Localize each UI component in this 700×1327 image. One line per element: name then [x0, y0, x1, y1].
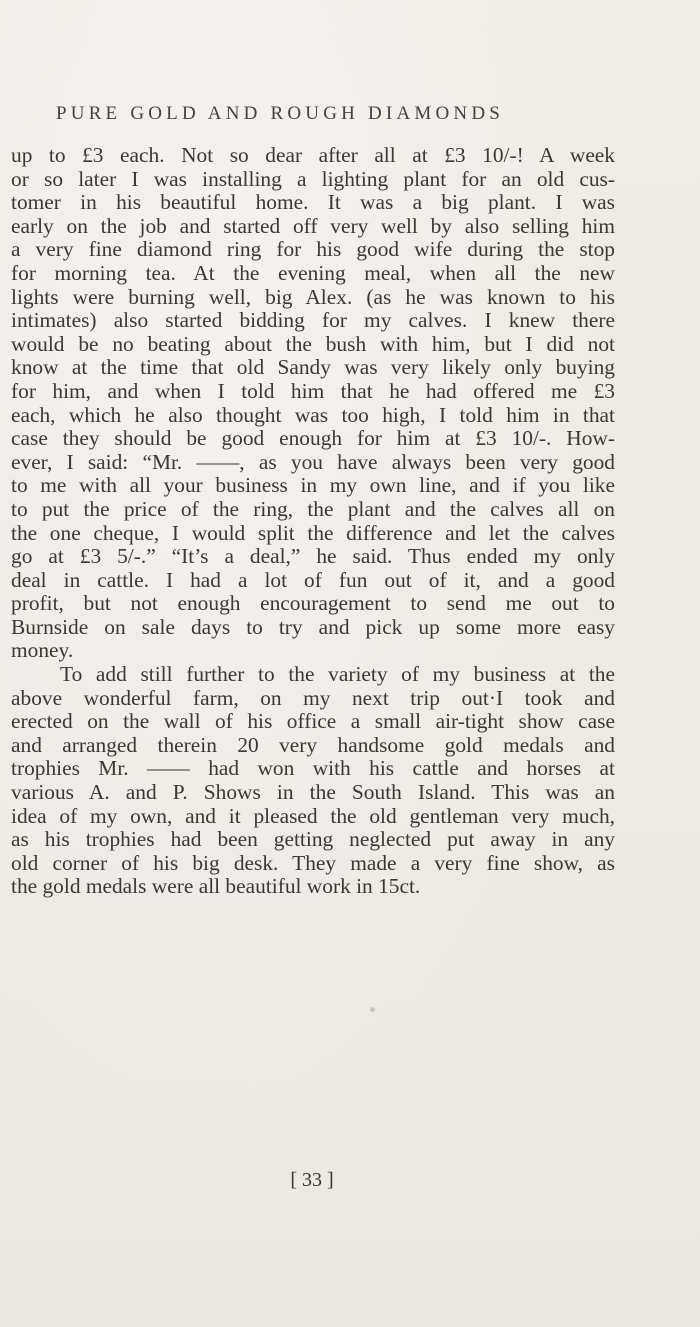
text-line: or so later I was installing a lighting plant for an old cus- — [11, 167, 615, 191]
text-line: idea of my own, and it pleased the old gentleman very much, — [11, 804, 615, 828]
page-number: [ 33 ] — [290, 1169, 334, 1191]
text-line: early on the job and started off very well by also selling him — [11, 214, 615, 238]
text-line: the gold medals were all beautiful work in 15ct. — [11, 875, 421, 899]
text-line: To add still further to the variety of my business at the — [60, 663, 615, 687]
text-line: tomer in his beautiful home. It was a big plant. I was — [11, 191, 615, 215]
text-line: old corner of his big desk. They made a very fine show, as — [11, 851, 615, 875]
paragraph-1 — [11, 144, 615, 663]
text-line: case they should be good enough for him at £3 10/-. How- — [11, 427, 615, 451]
text-line: for morning tea. At the evening meal, when all the new — [11, 261, 615, 285]
text-line: profit, but not enough encouragement to send me out to — [11, 592, 615, 616]
text-line: money. — [11, 639, 74, 663]
text-line: above wonderful farm, on my next trip out·I took and — [11, 686, 615, 710]
text-line: various A. and P. Shows in the South Island. This was an — [11, 781, 615, 805]
running-head: PURE GOLD AND ROUGH DIAMONDS — [56, 103, 505, 124]
text-line: and arranged therein 20 very handsome gold medals and — [11, 733, 615, 757]
text-line: to put the price of the ring, the plant and the calves all on — [11, 497, 615, 521]
text-line: deal in cattle. I had a lot of fun out of it, and a good — [11, 568, 615, 592]
text-line: each, which he also thought was too high, I told him in that — [11, 403, 615, 427]
paragraph-2 — [11, 663, 615, 899]
text-line: up to £3 each. Not so dear after all at £3 10/-! A week — [11, 144, 615, 167]
text-line: would be no beating about the bush with him, but I did not — [11, 332, 615, 356]
text-line: ever, I said: “Mr. ——, as you have always been very good — [11, 450, 615, 474]
text-line: to me with all your business in my own line, and if you like — [11, 474, 615, 498]
text-line: erected on the wall of his office a small air-tight show case — [11, 710, 615, 734]
text-line: Burnside on sale days to try and pick up some more easy — [11, 615, 615, 639]
body-text — [11, 144, 615, 899]
text-line: for him, and when I told him that he had offered me £3 — [11, 379, 615, 403]
text-line: know at the time that old Sandy was very likely only buying — [11, 356, 615, 380]
text-line: a very fine diamond ring for his good wife during the stop — [11, 238, 615, 262]
text-line: go at £3 5/-.” “It’s a deal,” he said. Thus ended my only — [11, 545, 615, 569]
text-line: intimates) also started bidding for my calves. I knew there — [11, 309, 615, 333]
paper-speck — [370, 1007, 375, 1012]
text-line: trophies Mr. —— had won with his cattle and horses at — [11, 757, 615, 781]
text-line: lights were burning well, big Alex. (as he was known to his — [11, 285, 615, 309]
text-line: the one cheque, I would split the difference and let the calves — [11, 521, 615, 545]
text-line: as his trophies had been getting neglected put away in any — [11, 828, 615, 852]
